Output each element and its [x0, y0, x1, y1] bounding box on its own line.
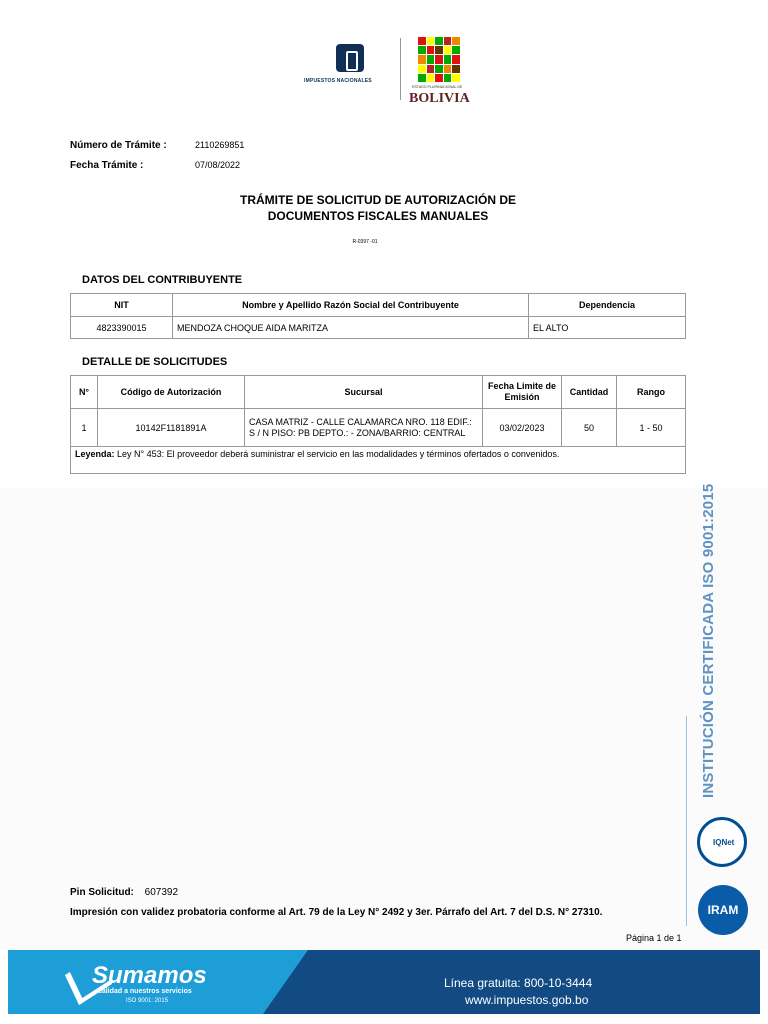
- contrib-header-nit: NIT: [71, 294, 173, 317]
- detail-header-sucursal: Sucursal: [245, 376, 483, 409]
- detail-header-rango: Rango: [617, 376, 686, 409]
- header-logos: [300, 34, 480, 110]
- sumamos-subtitle: calidad a nuestros servicios: [98, 988, 192, 995]
- detail-code: 10142F1181891A: [98, 409, 245, 447]
- iso-certification-text: INSTITUCIÓN CERTIFICADA ISO 9001:2015: [700, 483, 717, 798]
- logo-divider: [400, 38, 401, 100]
- iqnet-logo-icon: [697, 817, 747, 867]
- detail-header-code: Código de Autorización: [98, 376, 245, 409]
- form-code: R-0397 -01: [352, 239, 378, 245]
- impuestos-logo-text: IMPUESTOS NACIONALES: [304, 78, 372, 84]
- detail-table: [70, 375, 686, 474]
- footer-banner: [8, 950, 760, 1014]
- tramite-date-value: 07/08/2022: [195, 160, 241, 170]
- detail-header-no: N°: [71, 376, 98, 409]
- lower-background: [0, 488, 768, 950]
- iram-text: IRAM: [707, 903, 739, 917]
- detail-header-cantidad: Cantidad: [562, 376, 617, 409]
- contrib-header-dependencia: Dependencia: [529, 294, 686, 317]
- pin-value: 607392: [144, 887, 179, 898]
- contrib-table: [70, 293, 686, 339]
- detail-row: [71, 409, 686, 447]
- pin-label: Pin Solicitud:: [70, 887, 134, 898]
- detail-fecha: 03/02/2023: [483, 409, 562, 447]
- certification-divider: [686, 716, 687, 926]
- iram-logo-icon: [698, 885, 748, 935]
- pin-row: [70, 887, 178, 898]
- detail-header-fecha: Fecha Limite de Emisión: [483, 376, 562, 409]
- contrib-header-name: Nombre y Apellido Razón Social del Contribuyente: [173, 294, 529, 317]
- detail-section-title: DETALLE DE SOLICITUDES: [82, 356, 228, 368]
- footer-iso-text: ISO 9001: 2015: [126, 998, 169, 1004]
- legend-row: [71, 447, 686, 474]
- tramite-date-label: Fecha Trámite :: [70, 160, 144, 171]
- contrib-nit: 4823390015: [71, 317, 173, 339]
- hotline-text: Línea gratuita: 800-10-3444: [444, 976, 593, 990]
- legend-text: Ley N° 453: El proveedor deberá suministrar el servicio en las modalidades y términos ofertados o convenidos.: [117, 449, 560, 459]
- website-text: www.impuestos.gob.bo: [465, 993, 589, 1007]
- estado-plurinacional-text: ESTADO PLURINACIONAL DE: [412, 85, 463, 89]
- legal-text: Impresión con validez probatoria conforme al Art. 79 de la Ley N° 2492 y 3er. Párrafo del Art. 7 del D.S. N° 27310.: [70, 907, 603, 918]
- contrib-section-title: DATOS DEL CONTRIBUYENTE: [82, 274, 243, 286]
- detail-header-row: [71, 376, 686, 409]
- tramite-number-value: 2110269851: [195, 140, 245, 150]
- legend-label: Leyenda:: [75, 449, 115, 459]
- impuestos-logo-icon: [336, 44, 364, 72]
- iqnet-text: IQNet: [713, 838, 735, 847]
- page-number: Página 1 de 1: [626, 933, 682, 943]
- detail-no: 1: [71, 409, 98, 447]
- detail-sucursal: CASA MATRIZ - CALLE CALAMARCA NRO. 118 EDIF.: S / N PISO: PB DEPTO.: - ZONA/BARRIO: CENTRAL: [245, 409, 483, 447]
- sumamos-brand: Sumamos: [92, 962, 207, 989]
- document-title-line1: TRÁMITE DE SOLICITUD DE AUTORIZACIÓN DE: [240, 193, 516, 207]
- detail-cantidad: 50: [562, 409, 617, 447]
- document-title: [190, 192, 566, 224]
- contrib-header-row: [71, 294, 686, 317]
- detail-rango: 1 - 50: [617, 409, 686, 447]
- contrib-row: [71, 317, 686, 339]
- bolivia-shield-icon: [418, 37, 460, 82]
- contrib-dependencia: EL ALTO: [529, 317, 686, 339]
- contrib-name: MENDOZA CHOQUE AIDA MARITZA: [173, 317, 529, 339]
- document-title-line2: DOCUMENTOS FISCALES MANUALES: [267, 209, 489, 223]
- legend-cell: [71, 447, 686, 474]
- tramite-number-label: Número de Trámite :: [70, 140, 167, 151]
- bolivia-logo-text: BOLIVIA: [409, 91, 470, 106]
